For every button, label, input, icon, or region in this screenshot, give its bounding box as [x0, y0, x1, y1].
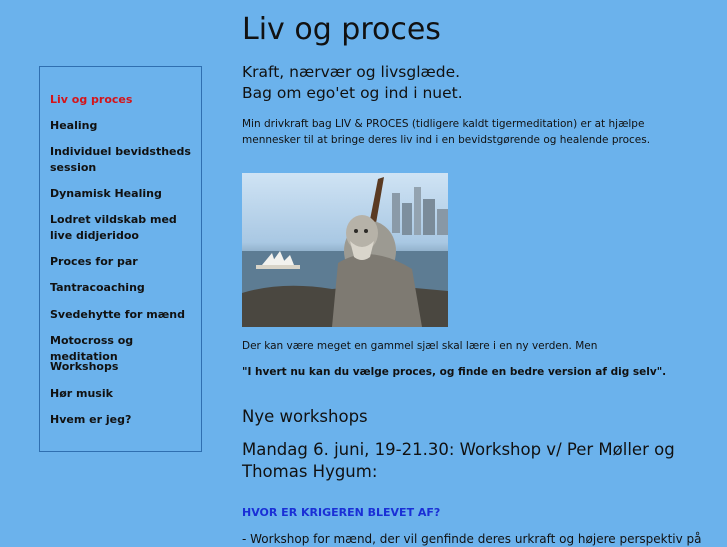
event-description: - Workshop for mænd, der vil genfinde deres urkraft og højere perspektiv på — [242, 532, 702, 546]
nav-item-svedehytte[interactable]: Svedehytte for mænd — [50, 308, 185, 321]
nav-item-healing[interactable]: Healing — [50, 119, 98, 132]
event-link[interactable]: HVOR ER KRIGEREN BLEVET AF? — [242, 506, 441, 519]
section-title-workshops: Nye workshops — [242, 407, 368, 426]
nav-item-dynamisk-healing[interactable]: Dynamisk Healing — [50, 187, 162, 200]
page-title: Liv og proces — [242, 12, 441, 47]
nav-item-motocross[interactable]: Motocross og meditation — [50, 334, 134, 363]
tagline-line-2: Bag om ego'et og ind i nuet. — [242, 84, 463, 102]
didgeridoo-player-photo — [242, 173, 448, 327]
tagline — [242, 62, 463, 104]
nav-item-individuel-session[interactable]: Individuel bevidstheds session — [50, 145, 191, 174]
intro-paragraph: Min drivkraft bag LIV & PROCES (tidligere kaldt tigermeditation) er at hjælpe mennesker til at bringe deres liv ind i en bevidstgørende og healende proces. — [242, 118, 651, 146]
nav-item-tantracoaching[interactable]: Tantracoaching — [50, 281, 145, 294]
nav-item-lodret-vildskab[interactable]: Lodret vildskab med live didjeridoo — [50, 213, 177, 242]
sidebar-nav — [39, 66, 202, 452]
nav-item-liv-og-proces[interactable]: Liv og proces — [50, 93, 133, 106]
body-paragraph: Der kan være meget en gammel sjæl skal lære i en ny verden. Men — [242, 340, 598, 352]
tagline-line-1: Kraft, nærvær og livsglæde. — [242, 63, 461, 81]
nav-item-hvem-er-jeg[interactable]: Hvem er jeg? — [50, 413, 132, 426]
nav-item-proces-for-par[interactable]: Proces for par — [50, 255, 138, 268]
quote-text: "I hvert nu kan du vælge proces, og finde en bedre version af dig selv". — [242, 366, 667, 378]
nav-item-hoer-musik[interactable]: Hør musik — [50, 387, 113, 400]
photo-illustration — [242, 173, 448, 327]
nav-item-workshops[interactable]: Workshops — [50, 360, 119, 373]
event-title: Mandag 6. juni, 19-21.30: Workshop v/ Per Møller og Thomas Hygum: — [242, 440, 675, 481]
